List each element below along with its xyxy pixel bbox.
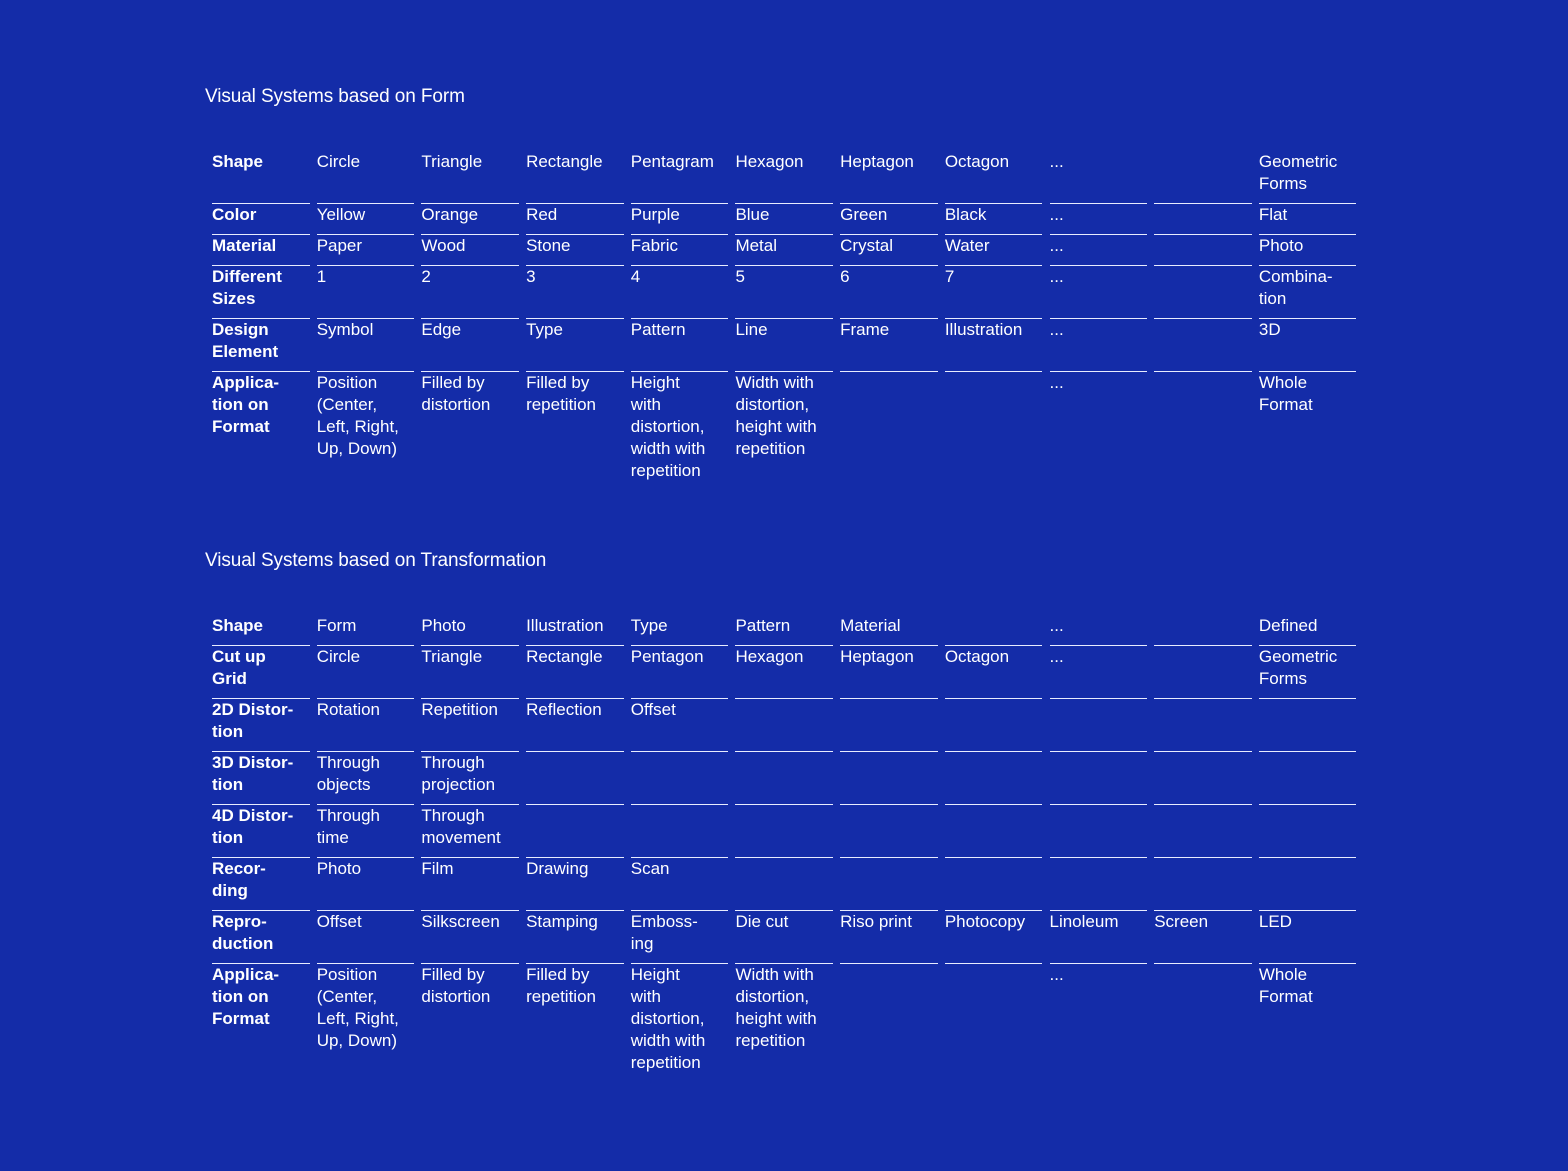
table-cell: Linoleum [1050,911,1148,964]
table-cell: LED [1259,911,1357,964]
table-cell [945,699,1043,752]
table-cell: Heptagon [840,151,938,204]
table-cell: Whole Format [1258,965,1313,1006]
table-cell: Fabric [631,235,729,266]
table-cell [1154,646,1252,699]
table-cell: Hexagon [735,151,833,204]
table-cell: 6 [840,266,938,319]
table-cell: Rectangle [526,646,624,699]
table-cell: Screen [1154,911,1252,964]
row-label: Cut up Grid [212,646,310,699]
table-cell: Filled by repetition [526,373,596,414]
table-cell [1259,805,1357,858]
table-cell: Through projection [421,752,519,805]
table-cell: Photocopy [945,911,1043,964]
table-cell: Circle [317,151,415,204]
table-cell: Reflection [526,699,624,752]
table-cell [945,372,1043,490]
table-cell: ... [1050,615,1148,646]
table-cell: Blue [735,204,833,235]
row-label: Color [212,204,310,235]
table-cell [840,964,938,1082]
table-cell [840,372,938,490]
table-cell: Silkscreen [421,911,519,964]
table-cell: ... [1050,266,1148,319]
table-cell: Defined [1259,615,1357,646]
table-cell: Offset [317,911,415,964]
table-cell: Illustration [945,319,1043,372]
table-cell [945,615,1043,646]
table-cell [526,805,624,858]
table-cell [1050,699,1148,752]
table-cell: ... [1050,235,1148,266]
table-cell [735,858,833,911]
table-cell [840,805,938,858]
table-cell [1259,699,1357,752]
table-cell [631,805,729,858]
table-cell: Metal [735,235,833,266]
table-cell: Circle [317,646,415,699]
transformation-table [212,615,1356,1082]
table-cell [1154,615,1252,646]
table-cell: Pattern [735,615,833,646]
table-cell: Repetition [421,699,519,752]
table-cell [840,699,938,752]
table-cell: 3D [1259,319,1357,372]
section-title-transformation: Visual Systems based on Transformation [205,550,547,571]
table-cell: Flat [1259,204,1357,235]
table-cell: Green [840,204,938,235]
table-cell [735,805,833,858]
table-cell: Wood [421,235,519,266]
table-cell [840,752,938,805]
table-cell: Orange [421,204,519,235]
table-cell: Type [526,319,624,372]
table-cell: Yellow [317,204,415,235]
table-cell: Paper [317,235,415,266]
table-cell: Height with distortion, width with repetition [630,373,706,480]
table-cell: Whole Format [1258,373,1313,414]
table-cell [631,752,729,805]
table-cell [1154,319,1252,372]
table-cell [1259,752,1357,805]
section-title-form: Visual Systems based on Form [205,86,465,107]
row-label: 3D Distor- tion [212,752,310,805]
table-cell: Type [631,615,729,646]
table-cell: Purple [631,204,729,235]
table-cell: ... [1049,965,1064,984]
row-label: 2D Distor- tion [212,699,310,752]
row-label: Shape [212,151,310,204]
table-cell [945,964,1043,1082]
table-cell [1154,151,1252,204]
row-label: Material [212,235,310,266]
table-cell: Red [526,204,624,235]
form-table [212,151,1356,490]
table-cell: Filled by distortion [421,965,491,1006]
table-cell: Symbol [317,319,415,372]
table-cell [1154,266,1252,319]
row-label: Design Element [212,319,310,372]
row-label: Recor- ding [212,858,310,911]
table-cell: Water [945,235,1043,266]
table-cell: Drawing [526,858,624,911]
table-cell: Height with distortion, width with repetition [630,965,706,1072]
table-cell: Stone [526,235,624,266]
table-cell: Offset [631,699,729,752]
table-cell [1154,964,1252,1082]
table-cell [1154,372,1252,490]
table-cell [735,699,833,752]
table-cell [526,752,624,805]
row-label: Applica- tion on Format [212,965,280,1028]
table-cell [840,858,938,911]
table-cell: 1 [317,266,415,319]
table-cell [945,858,1043,911]
table-cell: Die cut [735,911,833,964]
table-cell: 2 [421,266,519,319]
table-cell: Triangle [421,151,519,204]
table-cell [1154,235,1252,266]
table-cell: 5 [735,266,833,319]
row-label: Different Sizes [212,266,310,319]
table-cell: Photo [1259,235,1357,266]
table-cell: Pentagram [631,151,729,204]
table-cell: Octagon [945,151,1043,204]
table-cell: Triangle [421,646,519,699]
table-cell: Crystal [840,235,938,266]
table-cell: Through movement [421,805,519,858]
table-cell [1154,752,1252,805]
table-cell: Rotation [317,699,415,752]
table-cell: Photo [317,858,415,911]
table-cell: Rectangle [526,151,624,204]
table-cell: Octagon [945,646,1043,699]
table-cell: Riso print [840,911,938,964]
table-cell: ... [1049,373,1064,392]
table-cell: Illustration [526,615,624,646]
table-cell: ... [1050,151,1148,204]
table-cell: Scan [631,858,729,911]
table-cell [1154,805,1252,858]
table-cell: Frame [840,319,938,372]
table-cell: ... [1050,646,1148,699]
table-cell [1154,204,1252,235]
table-cell: 4 [631,266,729,319]
row-label: 4D Distor- tion [212,805,310,858]
table-cell: 7 [945,266,1043,319]
table-cell: Filled by repetition [526,965,596,1006]
table-cell: ... [1050,319,1148,372]
table-cell [1050,858,1148,911]
table-cell [1154,858,1252,911]
table-cell [945,805,1043,858]
table-cell [1259,858,1357,911]
table-cell [1154,699,1252,752]
table-cell: Combina- tion [1259,266,1357,319]
table-cell: Through time [317,805,415,858]
table-cell [735,752,833,805]
table-cell: Black [945,204,1043,235]
table-cell: Pentagon [631,646,729,699]
table-cell: Width with distortion, height with repetition [735,965,817,1050]
table-cell: Photo [421,615,519,646]
table-cell: Through objects [317,752,415,805]
table-cell: Width with distortion, height with repetition [735,373,817,458]
table-cell [945,752,1043,805]
table-cell: Edge [421,319,519,372]
table-cell [1050,752,1148,805]
table-cell [1050,805,1148,858]
table-cell: Filled by distortion [421,373,491,414]
table-cell: Geometric Forms [1259,646,1357,699]
table-cell: Hexagon [735,646,833,699]
row-label: Repro- duction [212,911,310,964]
table-cell: Form [317,615,415,646]
table-cell: Heptagon [840,646,938,699]
table-cell: Emboss- ing [631,911,729,964]
table-cell: ... [1050,204,1148,235]
table-cell: Position (Center, Left, Right, Up, Down) [316,965,399,1050]
table-cell: Material [840,615,938,646]
table-cell: Geometric Forms [1259,151,1357,204]
table-cell: Film [421,858,519,911]
table-cell: Position (Center, Left, Right, Up, Down) [316,373,399,458]
table-cell: Line [735,319,833,372]
row-label: Shape [212,615,310,646]
table-cell: 3 [526,266,624,319]
table-cell: Pattern [631,319,729,372]
table-cell: Stamping [526,911,624,964]
row-label: Applica- tion on Format [212,373,280,436]
